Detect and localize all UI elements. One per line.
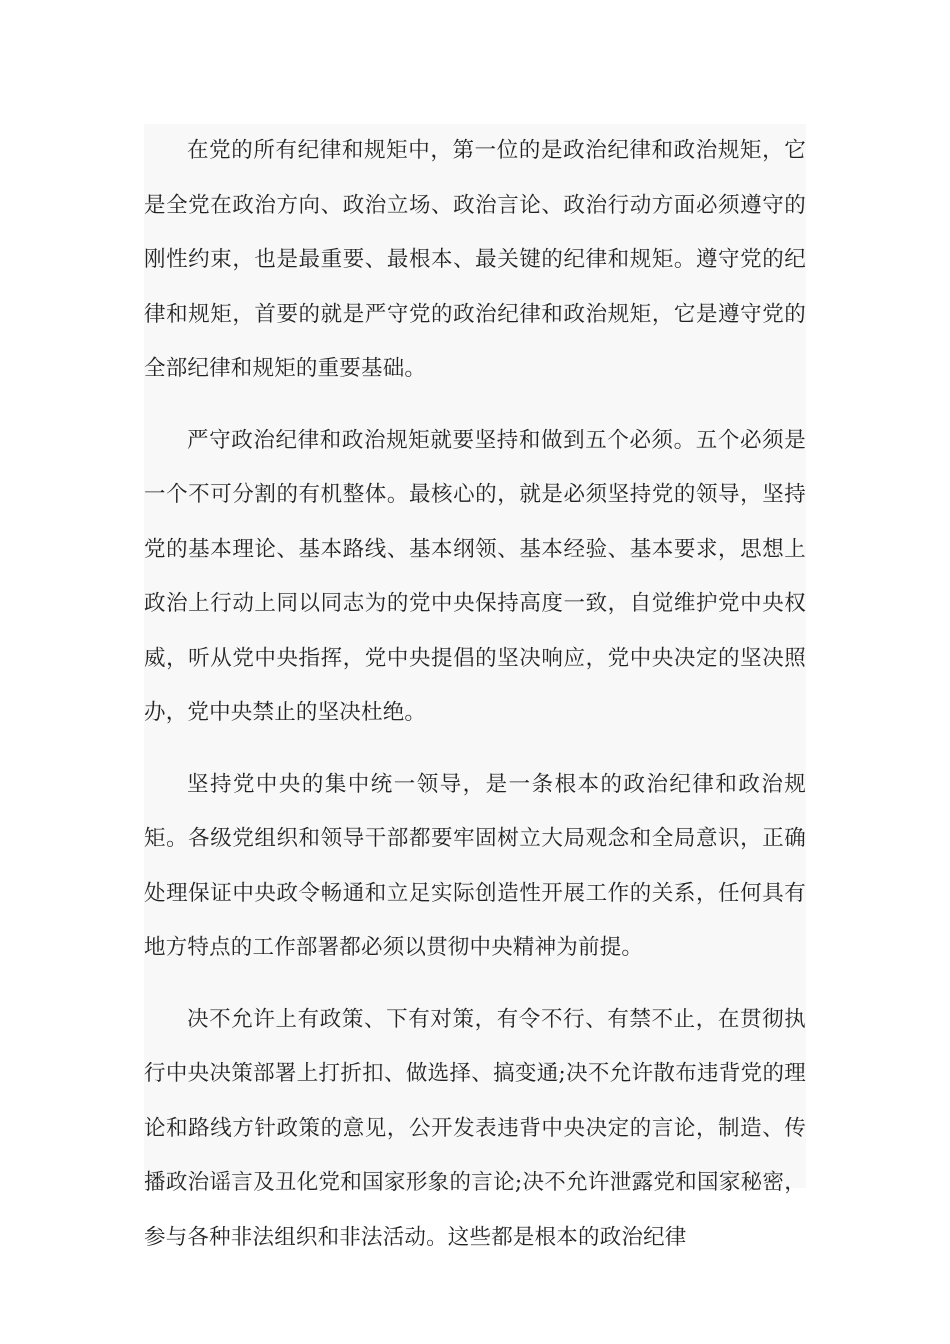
document-text-block bbox=[144, 124, 806, 1250]
paragraph-2: 严守政治纪律和政治规矩就要坚持和做到五个必须。五个必须是一个不可分割的有机整体。最核心的，就是必须坚持党的领导，坚持党的基本理论、基本路线、基本纲领、基本经验、基本要求，思想上政治上行动上同以同志为的党中央保持高度一致，自觉维护党中央权威，听从党中央指挥，党中央提倡的坚决响应，党中央决定的坚决照办，党中央禁止的坚决杜绝。 bbox=[144, 427, 806, 725]
paragraph-3: 坚持党中央的集中统一领导，是一条根本的政治纪律和政治规矩。各级党组织和领导干部都要牢固树立大局观念和全局意识，正确处理保证中央政令畅通和立足实际创造性开展工作的关系，任何具有地方特点的工作部署都必须以贯彻中央精神为前提。 bbox=[144, 771, 806, 960]
paragraph-4: 决不允许上有政策、下有对策，有令不行、有禁不止，在贯彻执行中央决策部署上打折扣、做选择、搞变通;决不允许散布违背党的理论和路线方针政策的意见，公开发表违背中央决定的言论，制造、传播政治谣言及丑化党和国家形象的言论;决不允许泄露党和国家秘密，参与各种非法组织和非法活动。这些都是根本的政治纪律 bbox=[144, 1006, 806, 1250]
paragraph-1: 在党的所有纪律和规矩中，第一位的是政治纪律和政治规矩，它是全党在政治方向、政治立场、政治言论、政治行动方面必须遵守的刚性约束，也是最重要、最根本、最关键的纪律和规矩。遵守党的纪律和规矩，首要的就是严守党的政治纪律和政治规矩，它是遵守党的全部纪律和规矩的重要基础。 bbox=[144, 138, 806, 381]
